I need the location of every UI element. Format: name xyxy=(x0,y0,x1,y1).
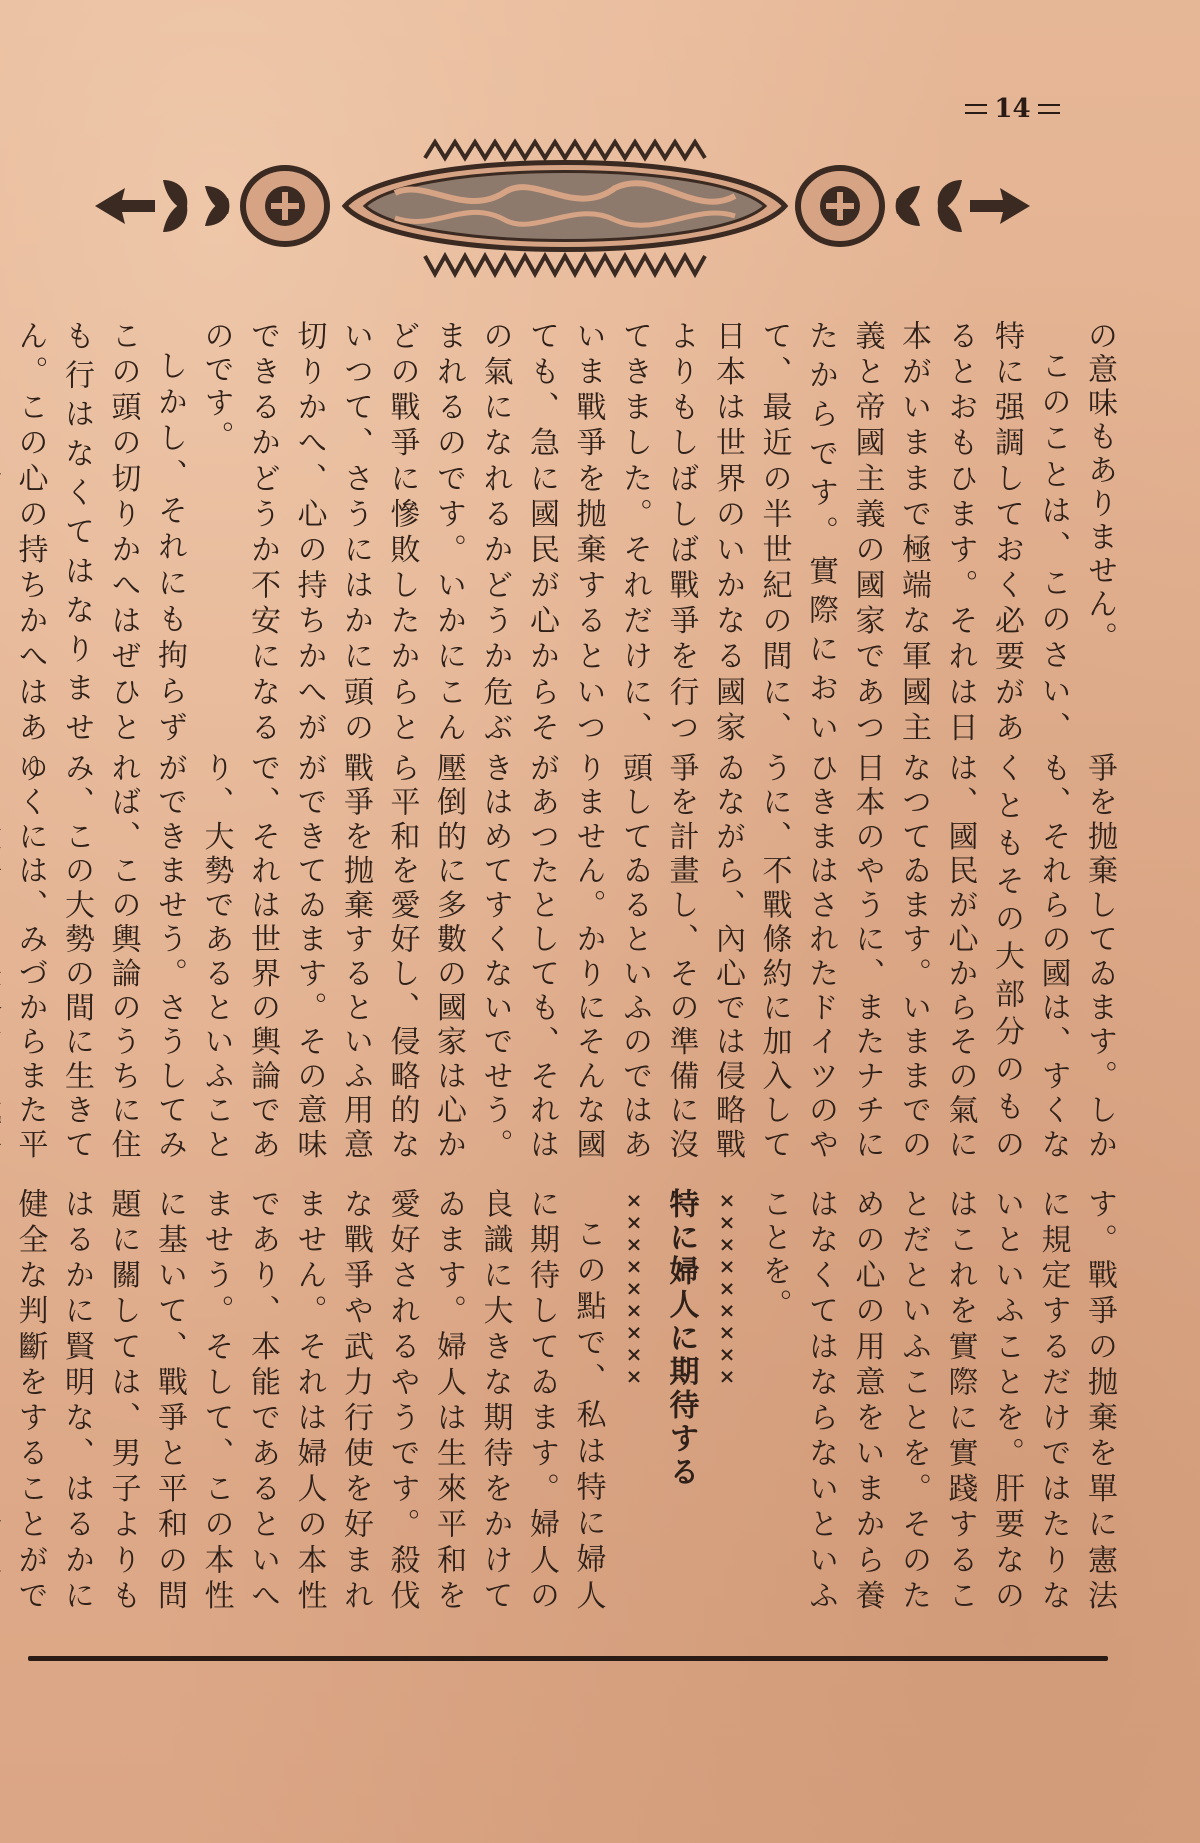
decorative-header-banner xyxy=(95,148,1030,318)
page-number-text: 14 xyxy=(994,94,1031,124)
footer-rule xyxy=(28,1656,1108,1661)
left-arrow-ornament xyxy=(95,180,229,232)
bottom-text-block xyxy=(12,1188,1122,1613)
middle-text-block xyxy=(12,752,1122,1162)
right-medallion-ornament xyxy=(798,168,882,244)
left-medallion-ornament xyxy=(243,168,327,244)
top-text-paragraph-1: このことは、このさい、特に强調しておく必要があるとおもひます。それは日本がいままで極端な軍國主義と帝國主義の國家であつたからです。實際において、最近の半世紀の間に、日本は世界のいかなる國家よりもしばしば戰爭を行つてきました。それだけに、いま戰爭を抛棄するといつても、急に國民が心からその氣になれるかどうか危ぶまれるのです。いかにこんどの戰爭に慘敗したからといつて、さうにはかに頭の切りかへ、心の持ちかへができるかどうか不安になるのです。 xyxy=(198,320,1071,745)
bottom-text-continuation: す。戰爭の抛棄を單に憲法に規定するだけではたりないといふことを。肝要なのはこれを實際に實踐することだといふことを。そのための心の用意をいまから養はなくてはならないといふことを。 xyxy=(756,1188,1117,1613)
section-heading xyxy=(611,1188,751,1613)
top-text-opening-line: の意味もありません。 xyxy=(1082,320,1117,655)
central-oval-ornament xyxy=(345,142,785,274)
page-number xyxy=(965,92,1060,126)
heading-decoration-marks: ××××××××× xyxy=(715,1188,739,1386)
bottom-text-paragraph-1: この點で、私は特に婦人に期待してゐます。婦人の良識に大きな期待をかけてゐます。婦人は生來平和を愛好されるやうです。殺伐な戰爭や武力行使を好まれません。それは婦人の本性であり、本能であるといへませう。そして、この本性に基いて、戰爭と平和の問題に關しては、男子よりもはるかに賢明な、はるかに健全な判斷をすることがで xyxy=(12,1188,606,1613)
heading-decoration-marks-bottom: ××××××××× xyxy=(622,1188,646,1386)
section-heading-text: 特に婦人に期待する xyxy=(663,1188,699,1490)
top-text-paragraph-2: しかし、それにも拘らずこの頭の切りかへはぜひとも行はなくてはなりません。この心の持ちかへはあ xyxy=(12,320,187,745)
top-text-block xyxy=(12,320,1122,745)
middle-text-paragraph: 爭を抛棄してゐます。しかも、それらの國は、すくなくともその大部分のものは、國民が心からその氣になつてゐます。いままでの日本のやうに、またナチにひきまはされたドイツのやうに、不戰條約に加入してゐながら、內心では侵略戰爭を計畫し、その準備に沒頭してゐるといふのではありません。かりにそんな國があつたとしても、それはきはめてすくないでせう。壓倒的に多數の國家は心から平和を愛好し、侵略的な戰爭を抛棄するといふ用意ができてゐます。その意味で、それは世界の輿論であり、大勢であるといふことができませう。さうしてみれば、この輿論のうちに住み、この大勢の間に生きてゆくには、みづからまた平 xyxy=(12,752,1117,1162)
right-arrow-ornament xyxy=(896,180,1030,232)
